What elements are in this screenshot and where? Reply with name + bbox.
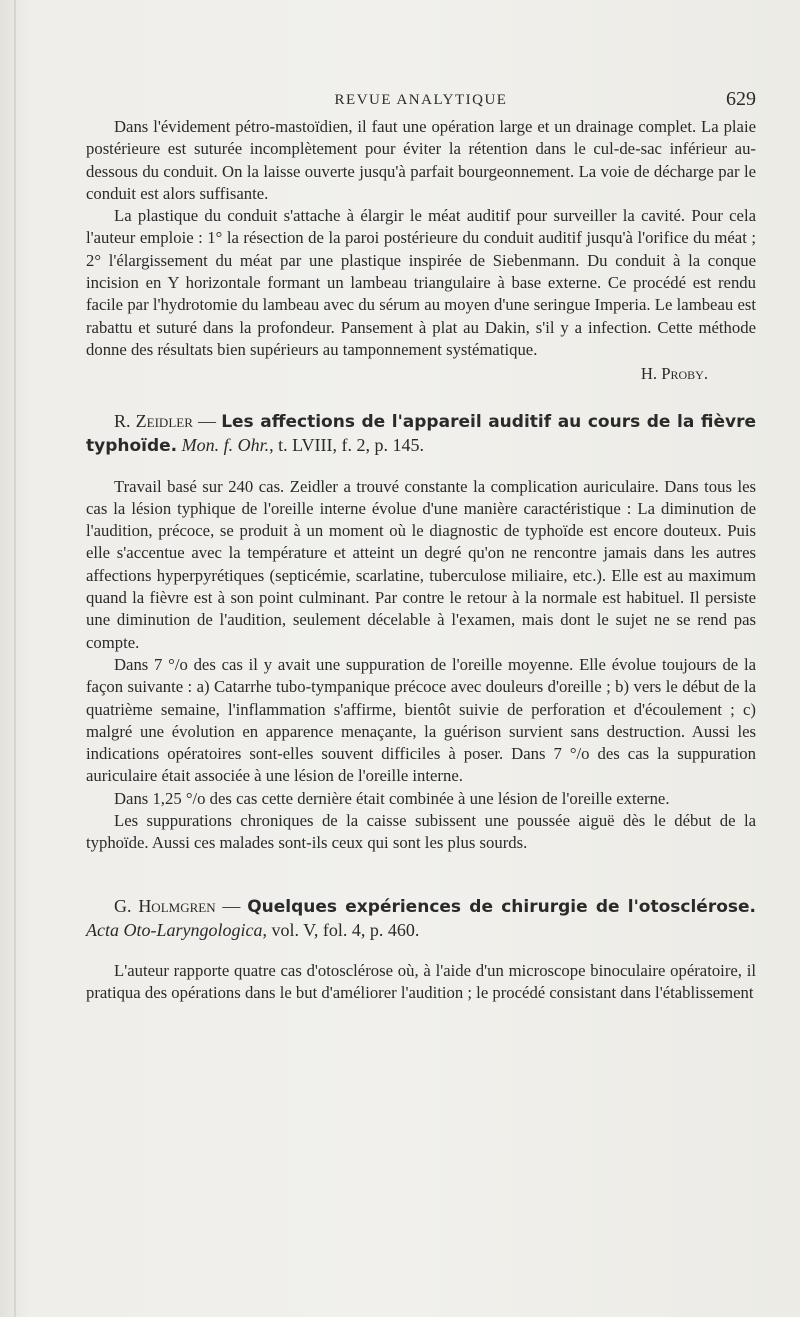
journal-details: , t. LVIII, f. 2, p. 145. bbox=[269, 434, 424, 455]
paragraph: Dans 7 °/o des cas il y avait une suppuration de l'oreille moyenne. Elle évolue toujours de la façon suivante : a) Catarrhe tubo-tympanique précoce avec douleurs d'oreille ; b) vers le début de la quatrième semaine, l'inflammation s'affirme, bientôt suivie de perforation et d'écoulement ; c) malgré une évolution en apparence menaçante, la guérison survient sans destruction. Aussi les indications opératoires sont-elles souvent difficiles à poser. Dans 7 °/o des cas la suppuration auriculaire était associée à une lésion de l'oreille interne. bbox=[86, 654, 756, 786]
author-initial: R. bbox=[114, 410, 131, 431]
page-gutter-shadow bbox=[14, 0, 16, 1317]
dash: — bbox=[215, 895, 248, 916]
paragraph: L'auteur rapporte quatre cas d'otosclérose où, à l'aide d'un microscope binoculaire opératoire, il pratiqua des opérations dans le but d'améliorer l'audition ; le procédé consistant dans l'établissement bbox=[86, 960, 756, 1002]
journal-details: , vol. V, fol. 4, p. 460. bbox=[262, 919, 420, 940]
paragraph: Travail basé sur 240 cas. Zeidler a trouvé constante la complication auriculaire. Dans tous les cas la lésion typhique de l'oreille interne évolue d'une manière caractéristique : La diminution de l'audition, précoce, se produit à un moment où le diagnostic de typhoïde est encore douteux. Puis elle s'accentue avec la température et atteint un degré qu'on ne rencontre jamais dans les autres affections hyperpyrétiques (septicémie, scarlatine, tuberculose miliaire, etc.). Elle est au maximum quand la fièvre est à son point culminant. Par contre le retour à la normale est habituel. Il persiste une diminution de l'audition, seulement décelable à l'examen, mais dont le sujet ne se rend pas compte. bbox=[86, 476, 756, 652]
signature bbox=[86, 363, 756, 385]
author-name: Holmgren bbox=[138, 895, 216, 916]
paragraph: La plastique du conduit s'attache à élargir le méat auditif pour surveiller la cavité. Pour cela l'auteur emploie : 1° la résection de la paroi postérieure du conduit auditif jusqu'à l'orifice du méat ; 2° l'élargissement du méat par une plastique inspirée de Siebenmann. Du conduit à la conque incision en Y horizontale formant un lambeau triangulaire à base externe. Ce procédé est rendu facile par l'hydrotomie du lambeau avec du sérum au moyen d'une seringue Imperia. Le lambeau est rabattu et suturé dans la profondeur. Pansement à plat au Dakin, s'il y a infection. Cette méthode donne des résultats bien supérieurs au tamponnement systématique. bbox=[86, 206, 756, 359]
paragraph: Dans l'évidement pétro-mastoïdien, il faut une opération large et un drainage complet. La plaie postérieure est suturée incomplètement pour éviter la rétention dans le cul-de-sac inférieur au-dessous du conduit. On la laisse ouverte jusqu'à parfait bourgeonnement. La voie de décharge par le conduit est alors suffisante. bbox=[86, 117, 756, 203]
running-head bbox=[86, 88, 756, 116]
article-title: Les affections de l'appareil auditif au cours de la fièvre typhoïde. bbox=[86, 411, 757, 456]
journal-name: Mon. f. Ohr. bbox=[181, 434, 270, 455]
spacer bbox=[86, 855, 756, 871]
author-name: Zeidler bbox=[135, 410, 193, 431]
paragraph: Les suppurations chroniques de la caisse subissent une poussée aiguë dès le début de la typhoïde. Aussi ces malades sont-ils ceux qui sont les plus sourds. bbox=[86, 811, 756, 853]
author-initial: G. bbox=[114, 895, 132, 916]
article-reference bbox=[86, 410, 756, 458]
page-content bbox=[86, 88, 756, 1004]
article-title: Quelques expériences de chirurgie de l'otosclérose. bbox=[247, 896, 756, 917]
paragraph: Dans 1,25 °/o des cas cette dernière était combinée à une lésion de l'oreille externe. bbox=[114, 788, 670, 808]
dash: — bbox=[192, 410, 222, 431]
page-number: 629 bbox=[726, 88, 756, 110]
article-reference bbox=[86, 895, 756, 942]
running-title: REVUE ANALYTIQUE bbox=[334, 92, 508, 108]
journal-name: Acta Oto-Laryngologica bbox=[86, 919, 263, 940]
signature-text: H. Proby. bbox=[640, 364, 708, 384]
